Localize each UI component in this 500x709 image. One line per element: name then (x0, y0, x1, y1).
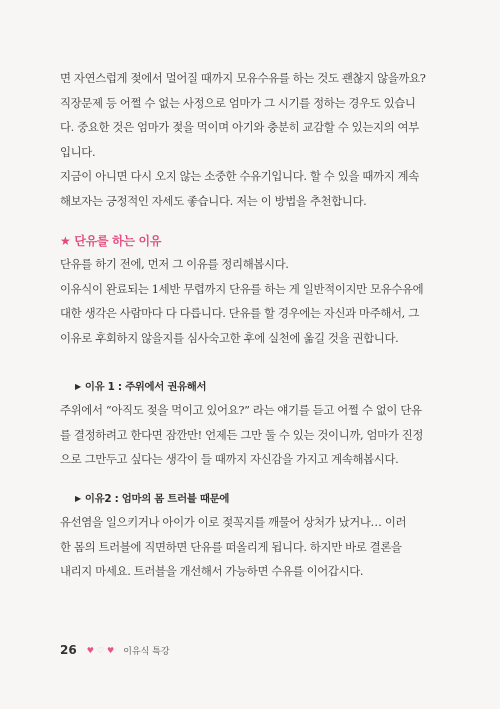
text-line: 입니다. (60, 144, 96, 159)
text-line: 면 자연스럽게 젖에서 멀어질 때까지 모유수유를 하는 것도 괜찮지 않을까요? (60, 71, 426, 85)
text-line: 단유를 하기 전에, 먼저 그 이유를 정리해봅시다. (60, 257, 289, 271)
section-heading: ★ 단유를 하는 이유 (60, 234, 162, 248)
text-line: 대한 생각은 사람마다 다 다릅니다. 단유를 할 경우에는 자신과 마주해서, 그 (60, 306, 419, 320)
reason2-title: 이유2 : 엄마의 몸 트러블 때문에 (84, 493, 230, 505)
text-line: 직장문제 등 어쩔 수 없는 사정으로 엄마가 그 시기를 정하는 경우도 있습니 (60, 95, 416, 110)
text-line: 한 몸의 트러블에 직면하면 단유를 떠올리게 됩니다. 하지만 바로 결론을 (60, 539, 402, 554)
reason1-paragraph (60, 398, 444, 472)
text-line: 이유로 후회하지 않을지를 심사숙고한 후에 실천에 옮길 것을 권합니다. (60, 330, 399, 345)
text-line: 주위에서 “아직도 젖을 먹이고 있어요?” 라는 얘기를 듣고 어쩔 수 없이 단유 (60, 403, 422, 417)
section-paragraph (60, 252, 444, 350)
text-line: 해보자는 긍정적인 자세도 좋습니다. 저는 이 방법을 추천합니다. (60, 193, 367, 208)
triangle-bullet-icon: ▶ (75, 382, 81, 391)
page-footer (60, 643, 170, 657)
reason2-paragraph (60, 510, 444, 584)
text-line: 유선염을 일으키거나 아이가 이로 젖꼭지를 깨물어 상처가 났거나… 이러 (60, 515, 407, 529)
reason1-title: 이유 1 : 주위에서 권유해서 (84, 381, 207, 393)
text-line: 으로 그만두고 싶다는 생각이 들 때까지 자신감을 가지고 계속해봅시다. (60, 452, 399, 466)
text-line: 를 결정하려고 한다면 잠깐만! 언제든 그만 둘 수 있는 것이니까, 엄마가 진정 (60, 427, 424, 442)
reason1-heading (75, 378, 206, 393)
triangle-bullet-icon: ▶ (75, 494, 81, 503)
text-line: 내리지 마세요. 트러블을 개선해서 가능하면 수유를 이어갑시다. (60, 564, 364, 578)
page-number: 26 (60, 643, 77, 657)
intro-paragraph (60, 66, 444, 213)
text-line: 지금이 아니면 다시 오지 않는 소중한 수유기입니다. 할 수 있을 때까지 계속 (60, 169, 419, 183)
hearts-icon: ♥♡♥ (86, 645, 118, 655)
running-title: 이유식 특강 (123, 646, 170, 657)
reason2-heading (75, 490, 229, 505)
text-line: 다. 중요한 것은 엄마가 젖을 먹이며 아기와 충분히 교감할 수 있는지의 여부 (60, 120, 419, 134)
text-line: 이유식이 완료되는 1세반 무렵까지 단유를 하는 게 일반적이지만 모유수유에 (60, 281, 424, 296)
